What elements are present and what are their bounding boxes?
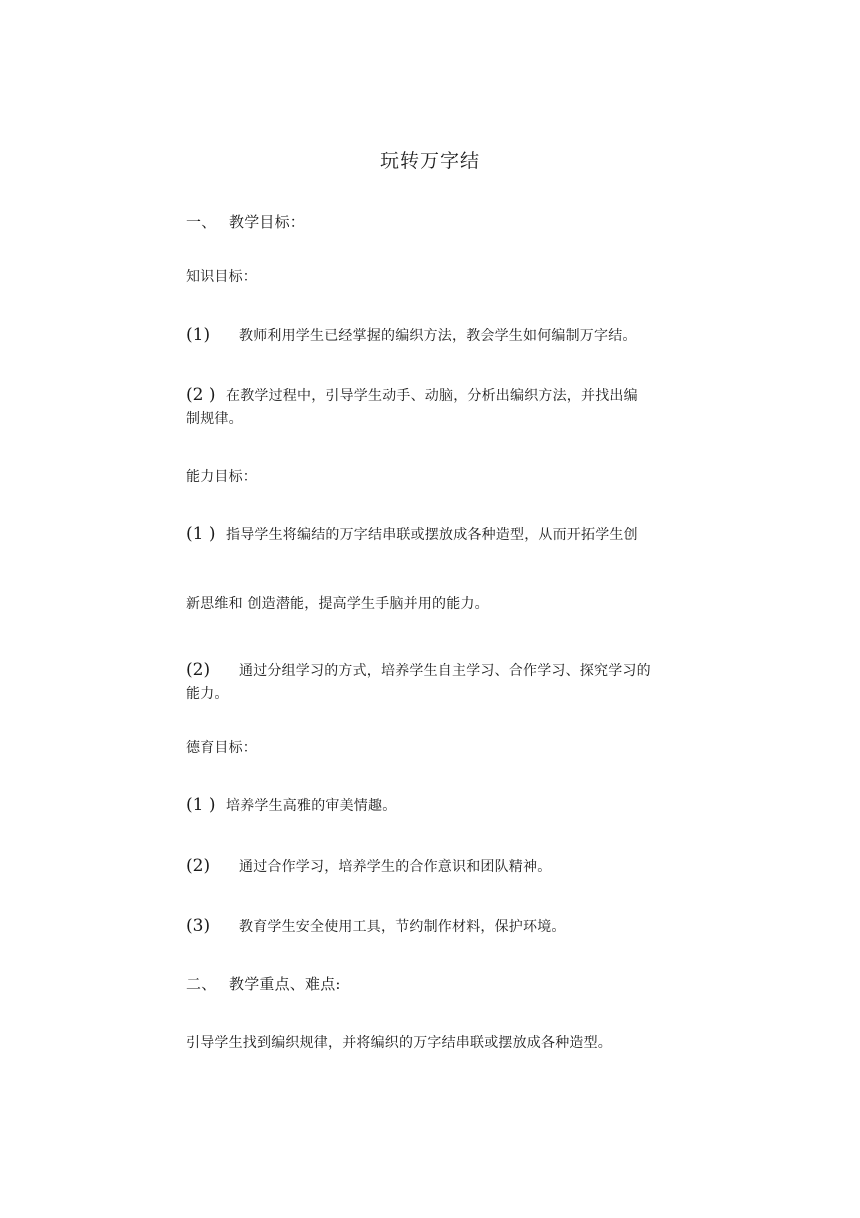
moral-item-3-number: (3) [186, 916, 211, 936]
moral-goals-label: 德育目标： [186, 740, 257, 756]
section-2-body: 引导学生找到编织规律，并将编织的万字结串联或摆放成各种造型。 [186, 1035, 612, 1051]
moral-item-3-text: 教育学生安全使用工具，节约制作材料，保护环境。 [239, 919, 566, 935]
knowledge-item-2-continuation: 制规律。 [186, 411, 243, 427]
ability-item-1-text: 指导学生将编结的万字结串联或摆放成各种造型，从而开拓学生创 [226, 527, 638, 543]
knowledge-item-2-number: (2 ) [186, 385, 216, 405]
ability-goals-label: 能力目标： [186, 469, 257, 485]
moral-item-2-text: 通过合作学习，培养学生的合作意识和团队精神。 [239, 859, 552, 875]
knowledge-item-1-number: (1) [186, 325, 211, 345]
document-title: 玩转万字结 [379, 150, 480, 172]
ability-item-1-number: (1 ) [186, 524, 216, 544]
moral-item-1-number: (1 ) [186, 795, 216, 815]
knowledge-goals-label: 知识目标： [186, 269, 257, 285]
section-2-heading: 教学重点、难点: [229, 975, 341, 993]
section-1-heading: 教学目标： [229, 213, 306, 231]
ability-item-2-text: 通过分组学习的方式，培养学生自主学习、合作学习、探究学习的 [239, 663, 651, 679]
section-1-marker: 一、 [186, 213, 217, 231]
knowledge-item-2-text: 在教学过程中，引导学生动手、动脑，分析出编织方法，并找出编 [226, 388, 638, 404]
moral-item-1-text: 培养学生高雅的审美情趣。 [226, 798, 397, 814]
knowledge-item-1-text: 教师利用学生已经掌握的编织方法，教会学生如何编制万字结。 [239, 328, 637, 344]
ability-item-2-number: (2) [186, 660, 211, 680]
moral-item-2-number: (2) [186, 856, 211, 876]
ability-item-2-continuation: 能力。 [186, 686, 229, 702]
section-2-marker: 二、 [186, 975, 217, 993]
ability-item-1-continuation: 新思维和 创造潜能，提高学生手脑并用的能力。 [186, 596, 489, 612]
